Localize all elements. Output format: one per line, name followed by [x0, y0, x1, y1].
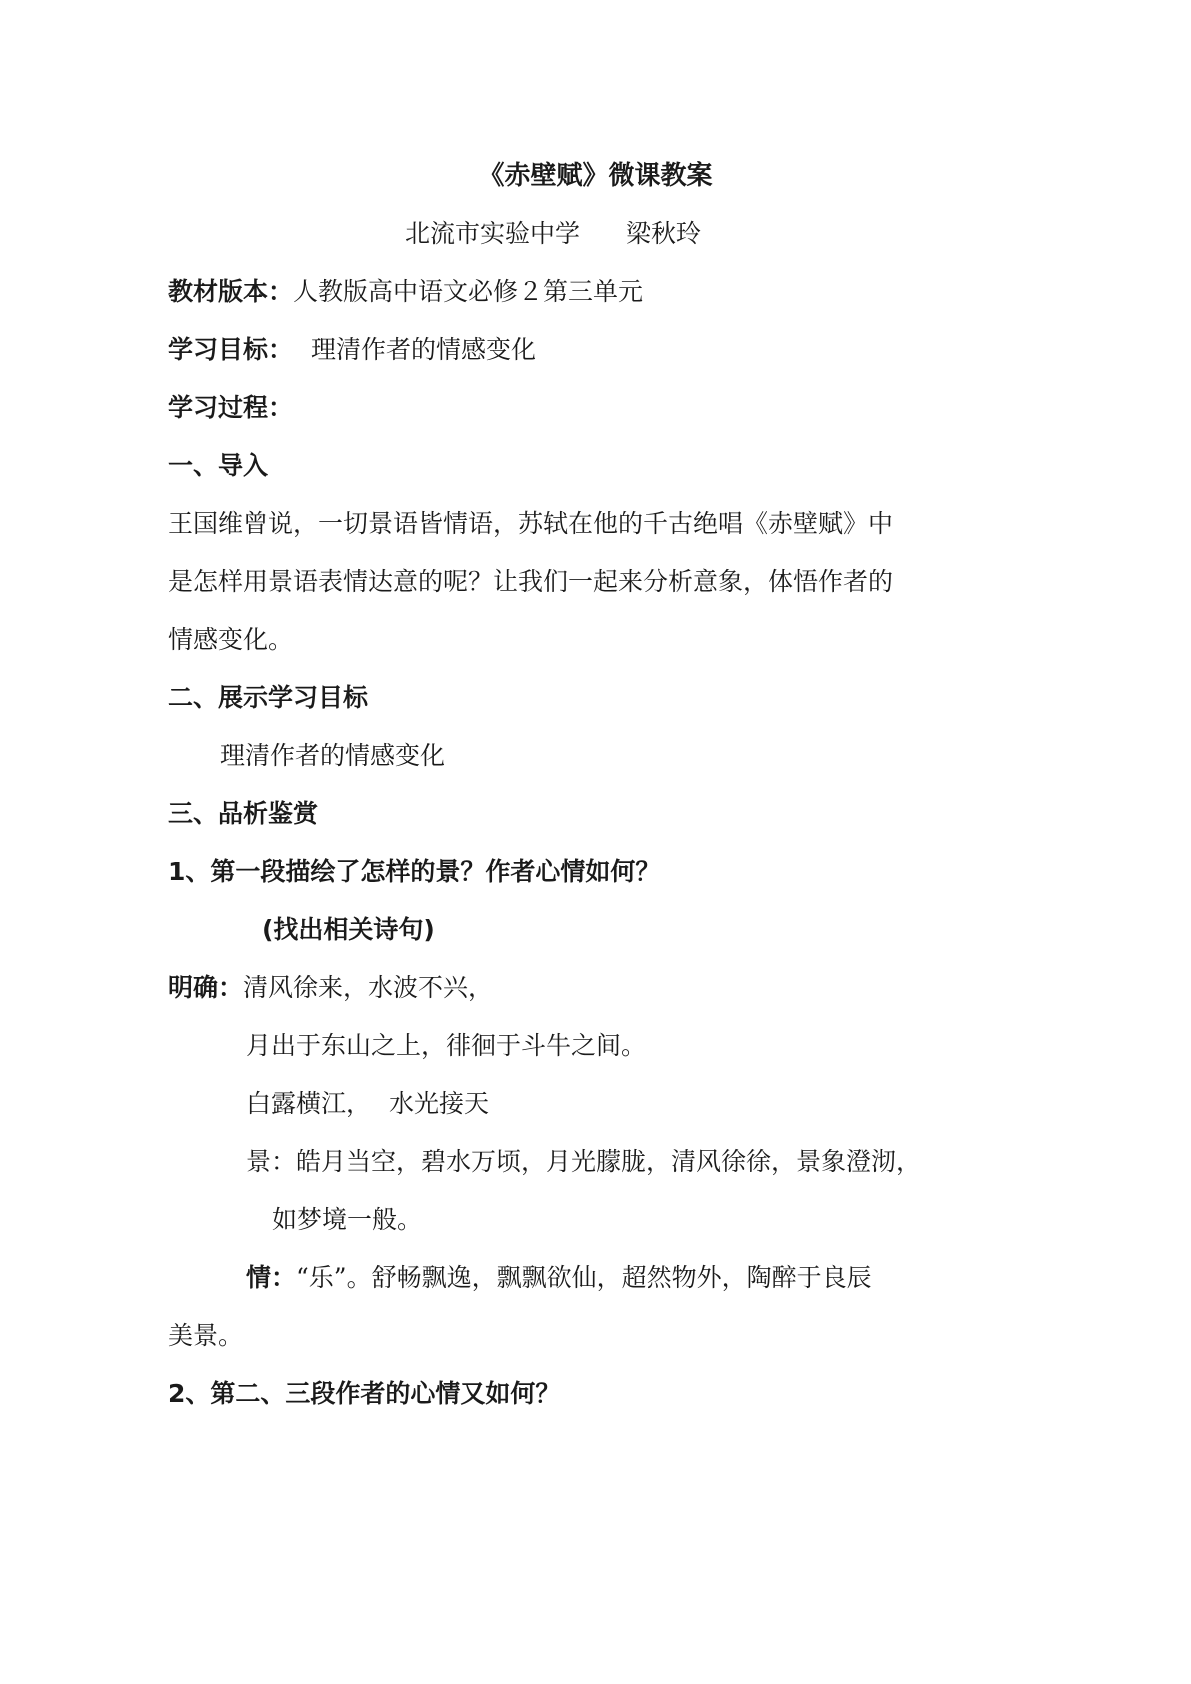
answer-label: 明确：	[168, 973, 244, 1002]
scene-line-1: 景：皓月当空，碧水万顷，月光朦胧，清风徐徐，景象澄沏，	[246, 1147, 922, 1176]
emotion-text: “乐”。舒畅飘逸，飘飘欲仙，超然物外，陶醉于良辰	[296, 1263, 872, 1292]
process-label: 学习过程：	[168, 393, 294, 422]
author-school: 北流市实验中学	[405, 219, 581, 248]
goal-label: 学习目标：	[168, 335, 294, 364]
question-1-note: (找出相关诗句)	[262, 915, 435, 944]
section3-heading: 三、品析鉴赏	[168, 799, 319, 828]
intro-line-1: 王国维曾说，一切景语皆情语，苏轼在他的千古绝唱《赤壁赋》中	[168, 509, 894, 538]
goal-value: 理清作者的情感变化	[311, 335, 537, 364]
section2-heading: 二、展示学习目标	[168, 683, 369, 712]
answer-row-3	[246, 1088, 489, 1120]
emotion-label: 情：	[246, 1263, 297, 1292]
emotion-line-2: 美景。	[168, 1321, 244, 1350]
answer-line-3b: 水光接天	[389, 1089, 490, 1118]
goal-row	[168, 334, 536, 366]
textbook-label: 教材版本：	[168, 277, 294, 306]
author-name: 梁秋玲	[626, 219, 702, 248]
scene-line-2: 如梦境一般。	[272, 1205, 423, 1234]
answer-line-1: 清风徐来，水波不兴，	[243, 973, 494, 1002]
answer-line-2: 月出于东山之上，徘徊于斗牛之间。	[246, 1031, 647, 1060]
emotion-row	[246, 1262, 872, 1294]
document-title: 《赤壁赋》微课教案	[478, 161, 713, 191]
section2-text: 理清作者的情感变化	[220, 741, 446, 770]
question-1: 1、第一段描绘了怎样的景？作者心情如何？	[168, 857, 661, 886]
textbook-row	[168, 276, 643, 308]
section1-heading: 一、导入	[168, 451, 269, 480]
question-2: 2、第二、三段作者的心情又如何？	[168, 1379, 561, 1408]
answer-row-1	[168, 972, 493, 1004]
textbook-value: 人教版高中语文必修２第三单元	[293, 277, 644, 306]
intro-line-2: 是怎样用景语表情达意的呢？让我们一起来分析意象，体悟作者的	[168, 567, 894, 596]
answer-line-3a: 白露横江，	[246, 1089, 372, 1118]
intro-line-3: 情感变化。	[168, 625, 294, 654]
